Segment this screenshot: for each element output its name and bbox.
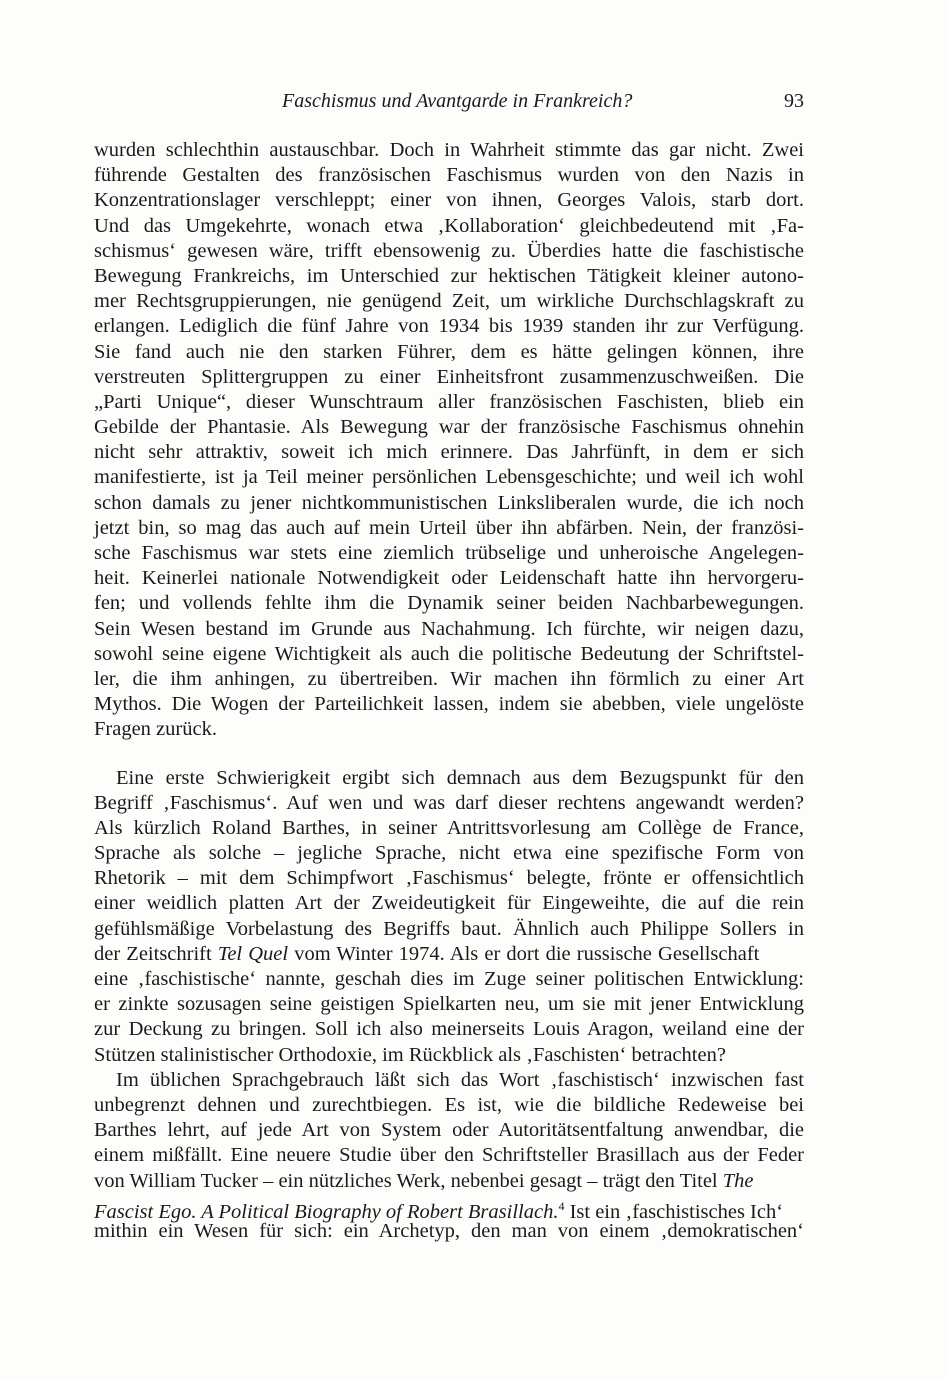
footnote-marker[interactable]: 4 <box>558 1198 565 1213</box>
text-run: Ist ein ‚faschistisches Ich‘ <box>564 1200 784 1223</box>
text-line: eine ‚faschistische‘ nannte, geschah dies im Zuge seiner politischen Entwicklung: <box>94 968 804 990</box>
text-line: zur Deckung zu bringen. Soll ich also meinerseits Louis Aragon, weiland eine der <box>94 1018 804 1041</box>
text-line: unbegrenzt dehnen und zurechtbiegen. Es ist, wie die bildliche Redeweise bei <box>94 1093 804 1116</box>
book-title: Fascist Ego. A Political Biography of Robert Brasillach. <box>94 1200 559 1223</box>
text-line: Und das Umgekehrte, wonach etwa ‚Kollaboration‘ gleichbedeutend mit ‚Fa- <box>94 214 804 237</box>
text-line: führende Gestalten des französischen Faschismus wurden von den Nazis in <box>94 164 804 187</box>
text-line: Mythos. Die Wogen der Parteilichkeit lassen, indem sie abebben, viele ungelöste <box>94 693 804 716</box>
text-run: vom Winter 1974. Als er dort die russische Gesellschaft <box>288 942 760 965</box>
body-text <box>94 138 804 1244</box>
paragraph-3 <box>94 1068 804 1244</box>
book-title: The <box>722 1169 754 1192</box>
page-number: 93 <box>784 90 804 112</box>
paragraph-gap <box>94 743 804 766</box>
text-line: erlangen. Lediglich die fünf Jahre von 1934 bis 1939 standen ihr zur Verfügung. <box>94 315 804 338</box>
text-run: der Zeitschrift <box>94 942 218 965</box>
text-line: Stützen stalinistischer Orthodoxie, im Rückblick als ‚Faschisten‘ betrachten? <box>94 1043 726 1066</box>
text-line: er zinkte sozusagen seine geistigen Spielkarten neu, um sie mit jener Entwicklung <box>94 993 804 1016</box>
text-line: sche Faschismus war stets eine ziemlich trübselige und unheroische Angelegen- <box>94 542 804 564</box>
text-line: einer weidlich platten Art der Zweideutigkeit für Eingeweihte, die auf die rein <box>94 892 804 915</box>
text-line: Sein Wesen bestand im Grunde aus Nachahmung. Ich fürchte, wir neigen dazu, <box>94 617 804 640</box>
text-line: nicht sehr attraktiv, soweit ich mich erinnere. Das Jahrfünft, in dem er sich <box>94 441 804 464</box>
text-line: ler, die ihm anhingen, zu übertreiben. Wir machen ihn förmlich zu einer Art <box>94 667 804 690</box>
text-line: Gebilde der Phantasie. Als Bewegung war der französische Faschismus ohnehin <box>94 416 804 439</box>
text-line: Begriff ‚Faschismus‘. Auf wen und was darf dieser rechtens angewandt werden? <box>94 791 804 814</box>
running-title: Faschismus und Avantgarde in Frankreich? <box>282 90 633 112</box>
text-line: „Parti Unique“, dieser Wunschtraum aller französischen Faschisten, blieb ein <box>94 390 804 413</box>
text-line <box>94 1194 804 1223</box>
text-line: Fragen zurück. <box>94 718 217 741</box>
text-line <box>94 1169 804 1194</box>
text-run: von William Tucker – ein nützliches Werk, nebenbei gesagt – trägt den Titel <box>94 1169 723 1192</box>
text-line: jetzt bin, so mag das auch auf mein Urteil über ihn abfärben. Nein, der französi- <box>94 516 804 539</box>
text-line: schismus‘ gewesen wäre, trifft ebensowenig zu. Überdies hatte die faschistische <box>94 239 804 262</box>
text-line: Bewegung Frankreichs, im Unterschied zur hektischen Tätigkeit kleiner autono- <box>94 264 804 287</box>
text-line: mer Rechtsgruppierungen, nie genügend Zeit, um wirkliche Durchschlagskraft zu <box>94 290 804 313</box>
page-header <box>94 90 804 118</box>
journal-title: Tel Quel <box>217 942 289 965</box>
text-line: Sie fand auch nie den starken Führer, dem es hätte gelingen können, ihre <box>94 340 804 363</box>
text-line: einem mißfällt. Eine neuere Studie über den Schriftsteller Brasillach aus der Feder <box>94 1144 804 1167</box>
text-line: Rhetorik – mit dem Schimpfwort ‚Faschismus‘ belegte, frönte er offensichtlich <box>94 867 804 890</box>
text-line: wurden schlechthin austauschbar. Doch in Wahrheit stimmte das gar nicht. Zwei <box>94 139 804 161</box>
paragraph-1 <box>94 138 804 743</box>
text-line: Barthes lehrt, auf jede Art von System oder Autoritätsentfaltung anwendbar, die <box>94 1119 804 1142</box>
text-line: Als kürzlich Roland Barthes, in seiner Antrittsvorlesung am Collège de France, <box>94 816 804 839</box>
text-line: Eine erste Schwierigkeit ergibt sich demnach aus dem Bezugspunkt für den <box>116 766 804 789</box>
text-line: Konzentrationslager verschleppt; einer von ihnen, Georges Valois, starb dort. <box>94 189 804 212</box>
text-line <box>94 942 804 967</box>
text-line: Im üblichen Sprachgebrauch läßt sich das Wort ‚faschistisch‘ inzwischen fast <box>116 1068 804 1091</box>
text-line: manifestierte, ist ja Teil meiner persönlichen Lebensgeschichte; und weil ich wohl <box>94 466 804 489</box>
text-line: verstreuten Splittergruppen zu einer Einheitsfront zusammenzuschweißen. Die <box>94 365 804 388</box>
text-line: heit. Keinerlei nationale Notwendigkeit oder Leidenschaft hatte ihn hervorgeru- <box>94 567 804 590</box>
text-line: fen; und vollends fehlte ihm die Dynamik seiner beiden Nachbarbewegungen. <box>94 592 804 615</box>
paragraph-2 <box>94 766 804 1068</box>
text-line: mithin ein Wesen für sich: ein Archetyp, den man von einem ‚demokratischen‘ <box>94 1219 804 1242</box>
text-line: Sprache als solche – jegliche Sprache, nicht etwa eine spezifische Form von <box>94 842 804 865</box>
text-line: gefühlsmäßige Vorbelastung des Begriffs baut. Ähnlich auch Philippe Sollers in <box>94 917 804 940</box>
text-line: sowohl seine eigene Wichtigkeit als auch die politische Bedeutung der Schriftstel- <box>94 642 804 665</box>
text-line: schon damals zu jener nichtkommunistischen Linksliberalen wurde, die ich noch <box>94 491 804 514</box>
